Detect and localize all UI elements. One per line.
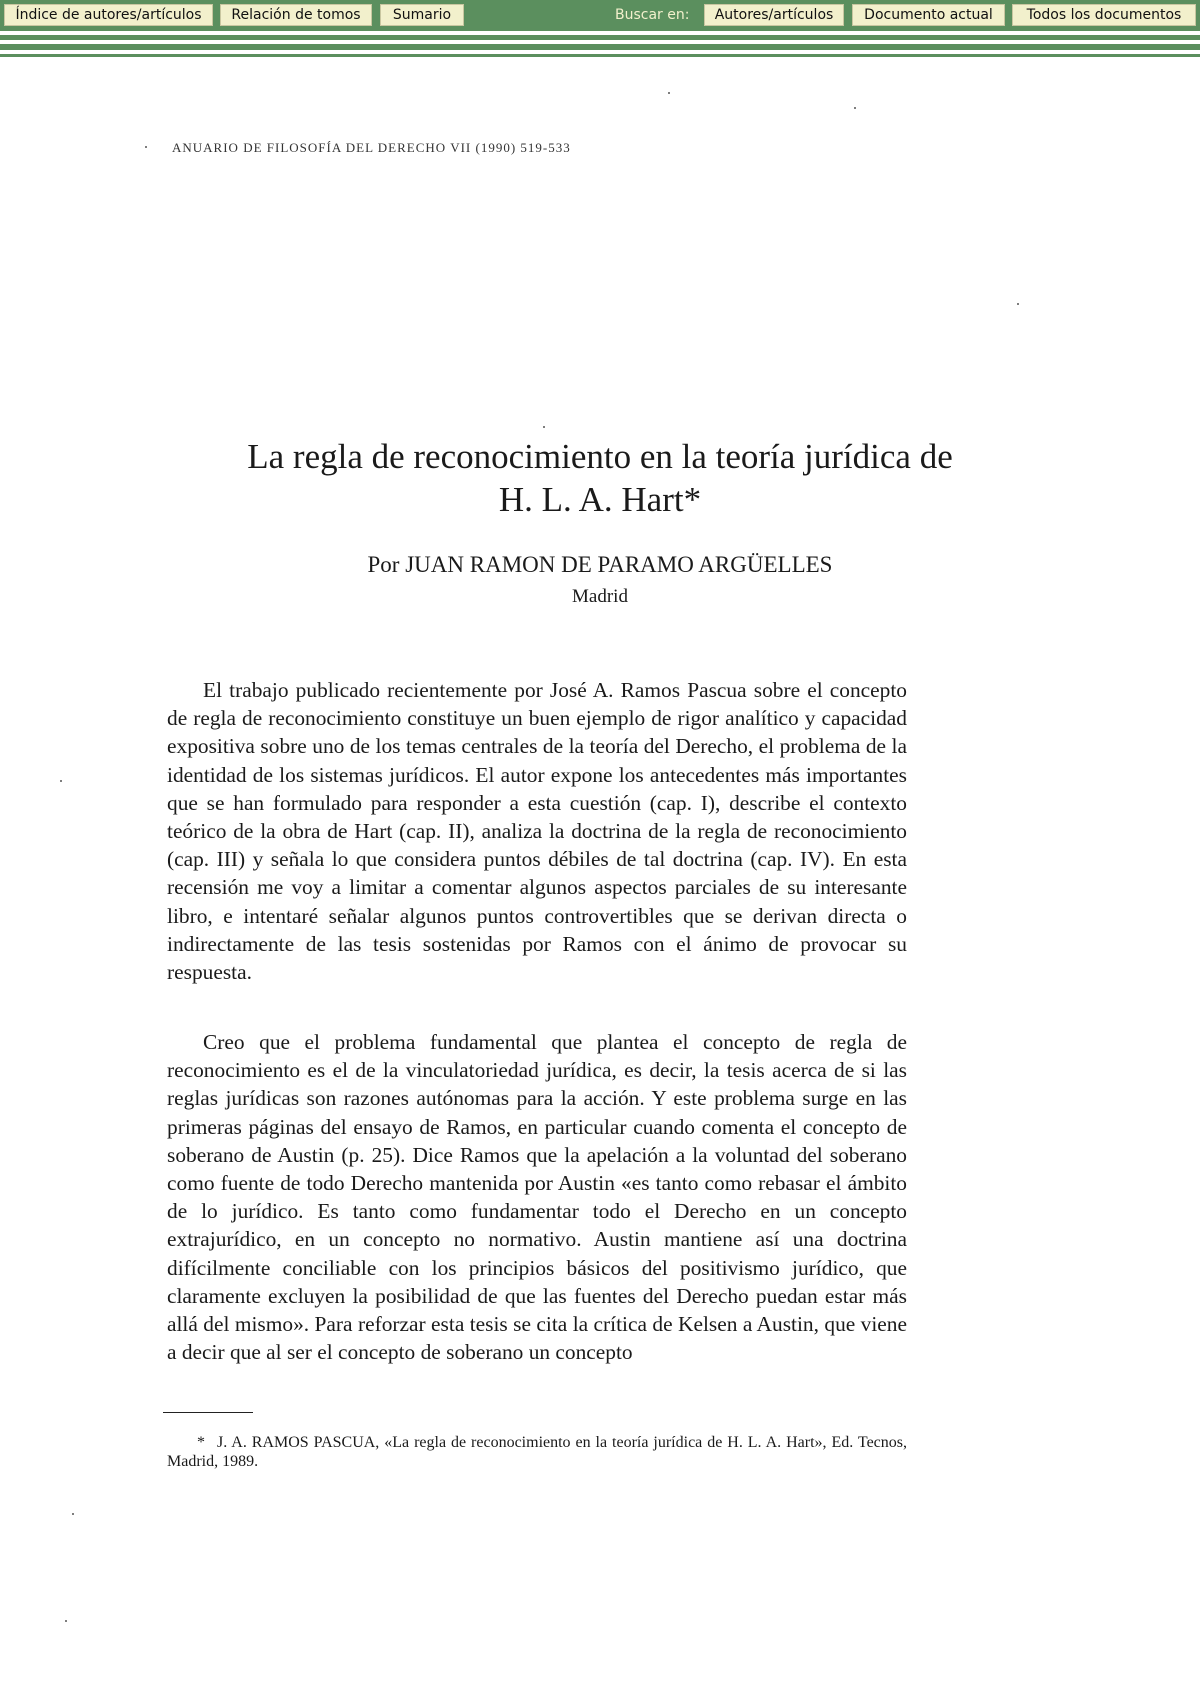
byline-prefix: Por <box>367 552 406 577</box>
footnote-text: J. A. RAMOS PASCUA, «La regla de reconocimiento en la teoría jurídica de H. L. A. Hart», Ed. Tecnos, Madrid, 1989. <box>167 1434 907 1470</box>
scan-speck <box>72 1513 74 1515</box>
scan-speck <box>60 780 62 782</box>
scan-speck <box>854 107 856 109</box>
footnote <box>167 1433 907 1471</box>
summary-button[interactable]: Sumario <box>380 4 464 26</box>
scan-speck <box>65 1620 67 1622</box>
search-all-documents-button[interactable]: Todos los documentos <box>1012 4 1196 26</box>
author-article-index-button[interactable]: Índice de autores/artículos <box>4 4 213 26</box>
scan-speck <box>145 146 147 148</box>
article-title-line-2: H. L. A. Hart* <box>498 480 702 519</box>
footnote-separator <box>163 1412 253 1413</box>
search-authors-articles-button[interactable]: Autores/artículos <box>704 4 844 26</box>
running-header: ANUARIO DE FILOSOFÍA DEL DERECHO VII (1990) 519-533 <box>172 140 571 155</box>
author-name: JUAN RAMON DE PARAMO ARGÜELLES <box>405 552 833 577</box>
article-title-line-1: La regla de reconocimiento en la teoría jurídica de <box>247 437 953 476</box>
footnote-mark: * <box>197 1434 205 1451</box>
scan-speck <box>1017 303 1019 305</box>
scan-speck <box>543 426 545 428</box>
body-paragraph-1: El trabajo publicado recientemente por José A. Ramos Pascua sobre el concepto de regla de reconocimiento constituye un buen ejemplo de rigor analítico y capacidad expositiva sobre uno de los temas centrales de la teoría del Derecho, el problema de la identidad de los sistemas jurídicos. El autor expone los antecedentes más importantes que se han formulado para responder a esta cuestión (cap. I), describe el contexto teórico de la obra de Hart (cap. II), analiza la doctrina de la regla de reconocimiento (cap. III) y señala lo que considera puntos débiles de tal doctrina (cap. IV). En esta recensión me voy a limitar a comentar algunos aspectos parciales de su interesante libro, e intentaré señalar algunos puntos controvertibles que se derivan directa o indirectamente de las tesis sostenidas por Ramos con el ánimo de provocar su respuesta. <box>167 678 907 985</box>
body-paragraph-2: Creo que el problema fundamental que plantea el concepto de regla de reconocimiento es el de la vinculatoriedad jurídica, es decir, la tesis acerca de si las reglas jurídicas son razones autónomas para la acción. Y este problema surge en las primeras páginas del ensayo de Ramos, en particular cuando comenta el concepto de soberano de Austin (p. 25). Dice Ramos que la apelación a la voluntad del soberano como fuente de todo Derecho mantenida por Austin «es tanto como rebasar el ámbito de lo jurídico. Es tanto como fundamentar todo el Derecho en un concepto extrajurídico, en un concepto no normativo. Austin mantiene así una doctrina difícilmente conciliable con los principios básicos del positivismo jurídico, que claramente excluyen la posibilidad de que las fuentes del Derecho puedan estar más allá del mismo». Para reforzar esta tesis se cita la crítica de Kelsen a Austin, que viene a decir que al ser el concepto de soberano un concepto <box>167 1030 907 1365</box>
byline <box>150 552 1050 578</box>
author-location: Madrid <box>572 586 628 607</box>
volume-list-button[interactable]: Relación de tomos <box>220 4 372 26</box>
scan-speck <box>668 92 670 94</box>
search-in-label: Buscar en: <box>615 7 690 23</box>
search-current-document-button[interactable]: Documento actual <box>852 4 1005 26</box>
